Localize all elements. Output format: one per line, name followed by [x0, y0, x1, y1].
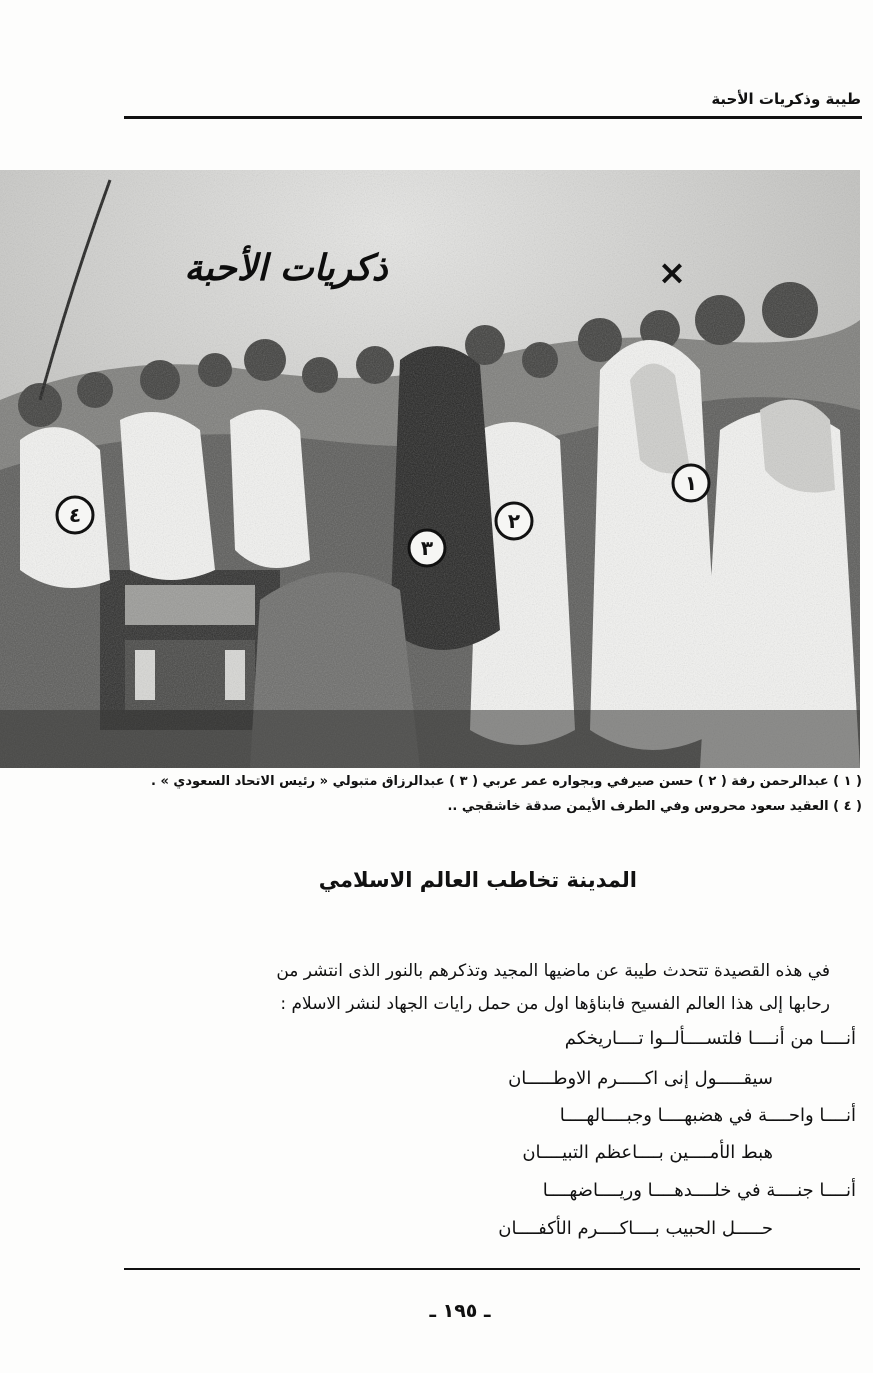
page-number: ـ ١٩٥ ـ — [429, 1300, 491, 1322]
header-rule — [124, 116, 862, 119]
footer-rule — [124, 1268, 860, 1270]
poem-verse-3: أنــــا واحــــة في هضبهــــا وجبــــالهــــا — [559, 1105, 856, 1126]
marker-2: ٢ — [507, 509, 521, 533]
intro-line: رحابها إلى هذا العالم الفسيح فابناؤها اول من حمل رايات الجهاد لنشر الاسلام : — [280, 994, 830, 1014]
photo-illustration — [0, 170, 860, 768]
poem-verse-1: أنــــا من أنــــا فلتســــألــوا تــــاريخكم — [564, 1028, 856, 1049]
poem-verse-4: هبط الأمــــين بــــاعظم التبيــــان — [522, 1142, 773, 1163]
archival-photo — [0, 170, 860, 768]
marker-1: ١ — [684, 471, 698, 495]
cross-mark: × — [657, 253, 687, 293]
marker-4: ٤ — [68, 503, 82, 527]
intro-paragraph — [120, 955, 830, 1021]
poem-verse-5: أنــــا جنــــة في خلــــدهــــا وريــــاضهــــا — [542, 1180, 856, 1201]
section-title: المدينة تخاطب العالم الاسلامي — [318, 868, 637, 892]
poem-verse-2: سيقـــــول إنى اكـــــرم الاوطـــــان — [508, 1068, 773, 1089]
photo-caption-line-2: ( ٤ ) العقيد سعود محروس وفي الطرف الأيمن صدقة خاشقجي .. — [447, 799, 862, 814]
poem-verse-6: حـــــل الحبيب بــــاكــــرم الأكفــــان — [498, 1218, 773, 1239]
running-header: طيبة وذكريات الأحبة — [711, 90, 861, 108]
intro-line: في هذه القصيدة تتحدث طيبة عن ماضيها المجيد وتذكرهم بالنور الذى انتشر من — [276, 961, 830, 981]
photo-caption-line-1: ( ١ ) عبدالرحمن رفة ( ٢ ) حسن صيرفي وبجواره عمر عربي ( ٣ ) عبدالرزاق متبولي « رئيس الاتحاد السعودي » . — [151, 774, 862, 789]
photo-overlay-title: ذكريات الأحبة — [184, 247, 388, 289]
marker-3: ٣ — [420, 536, 434, 560]
